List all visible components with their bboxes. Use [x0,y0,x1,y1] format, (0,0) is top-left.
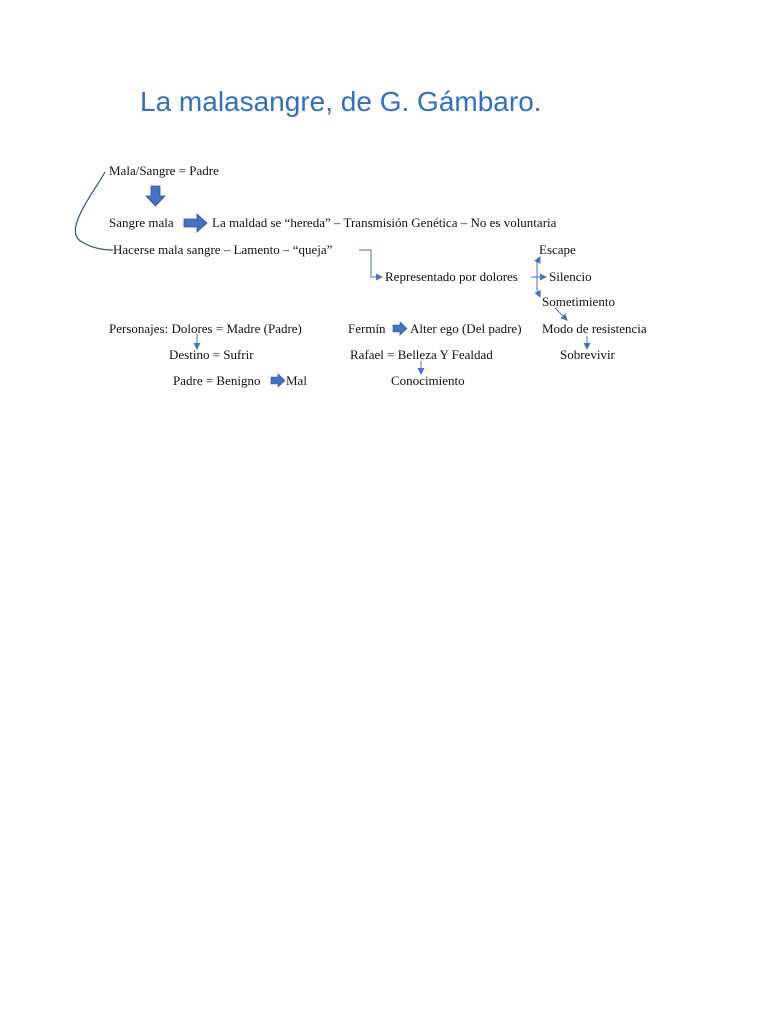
destino-text: Destino = Sufrir [169,347,254,362]
sometimiento-branch-connector [537,277,540,297]
fermin-text: Fermín [348,321,386,336]
escape-text: Escape [539,242,576,257]
hacerse-mala-sangre-text: Hacerse mala sangre – Lamento – “queja” [113,242,333,257]
sangre-mala-text: Sangre mala [109,215,174,230]
representado-por-dolores-text: Representado por dolores [385,269,518,284]
rafael-text: Rafael = Belleza Y Fealdad [350,347,493,362]
maldad-hereda-text: La maldad se “hereda” – Transmisión Genética – No es voluntaria [212,215,557,230]
escape-branch-connector [537,257,540,277]
sobrevivir-text: Sobrevivir [560,347,615,362]
right-block-arrow-fermin [393,322,407,335]
mala-sangre-padre-text: Mala/Sangre = Padre [109,163,219,178]
personajes-text: Personajes: Dolores = Madre (Padre) [109,321,302,336]
mal-text: Mal [286,373,307,388]
sometimiento-text: Sometimiento [542,294,615,309]
silencio-text: Silencio [549,269,592,284]
queja-elbow-connector [359,250,382,277]
document-title: La malasangre, de G. Gámbaro. [140,86,542,117]
conocimiento-text: Conocimiento [391,373,465,388]
left-brace-curve [75,172,113,250]
right-block-arrow-sangre [184,214,207,232]
down-block-arrow [146,186,165,206]
padre-benigno-text: Padre = Benigno [173,373,261,388]
modo-de-resistencia-text: Modo de resistencia [542,321,647,336]
alter-ego-text: Alter ego (Del padre) [410,321,522,336]
right-block-arrow-benigno [271,374,285,387]
